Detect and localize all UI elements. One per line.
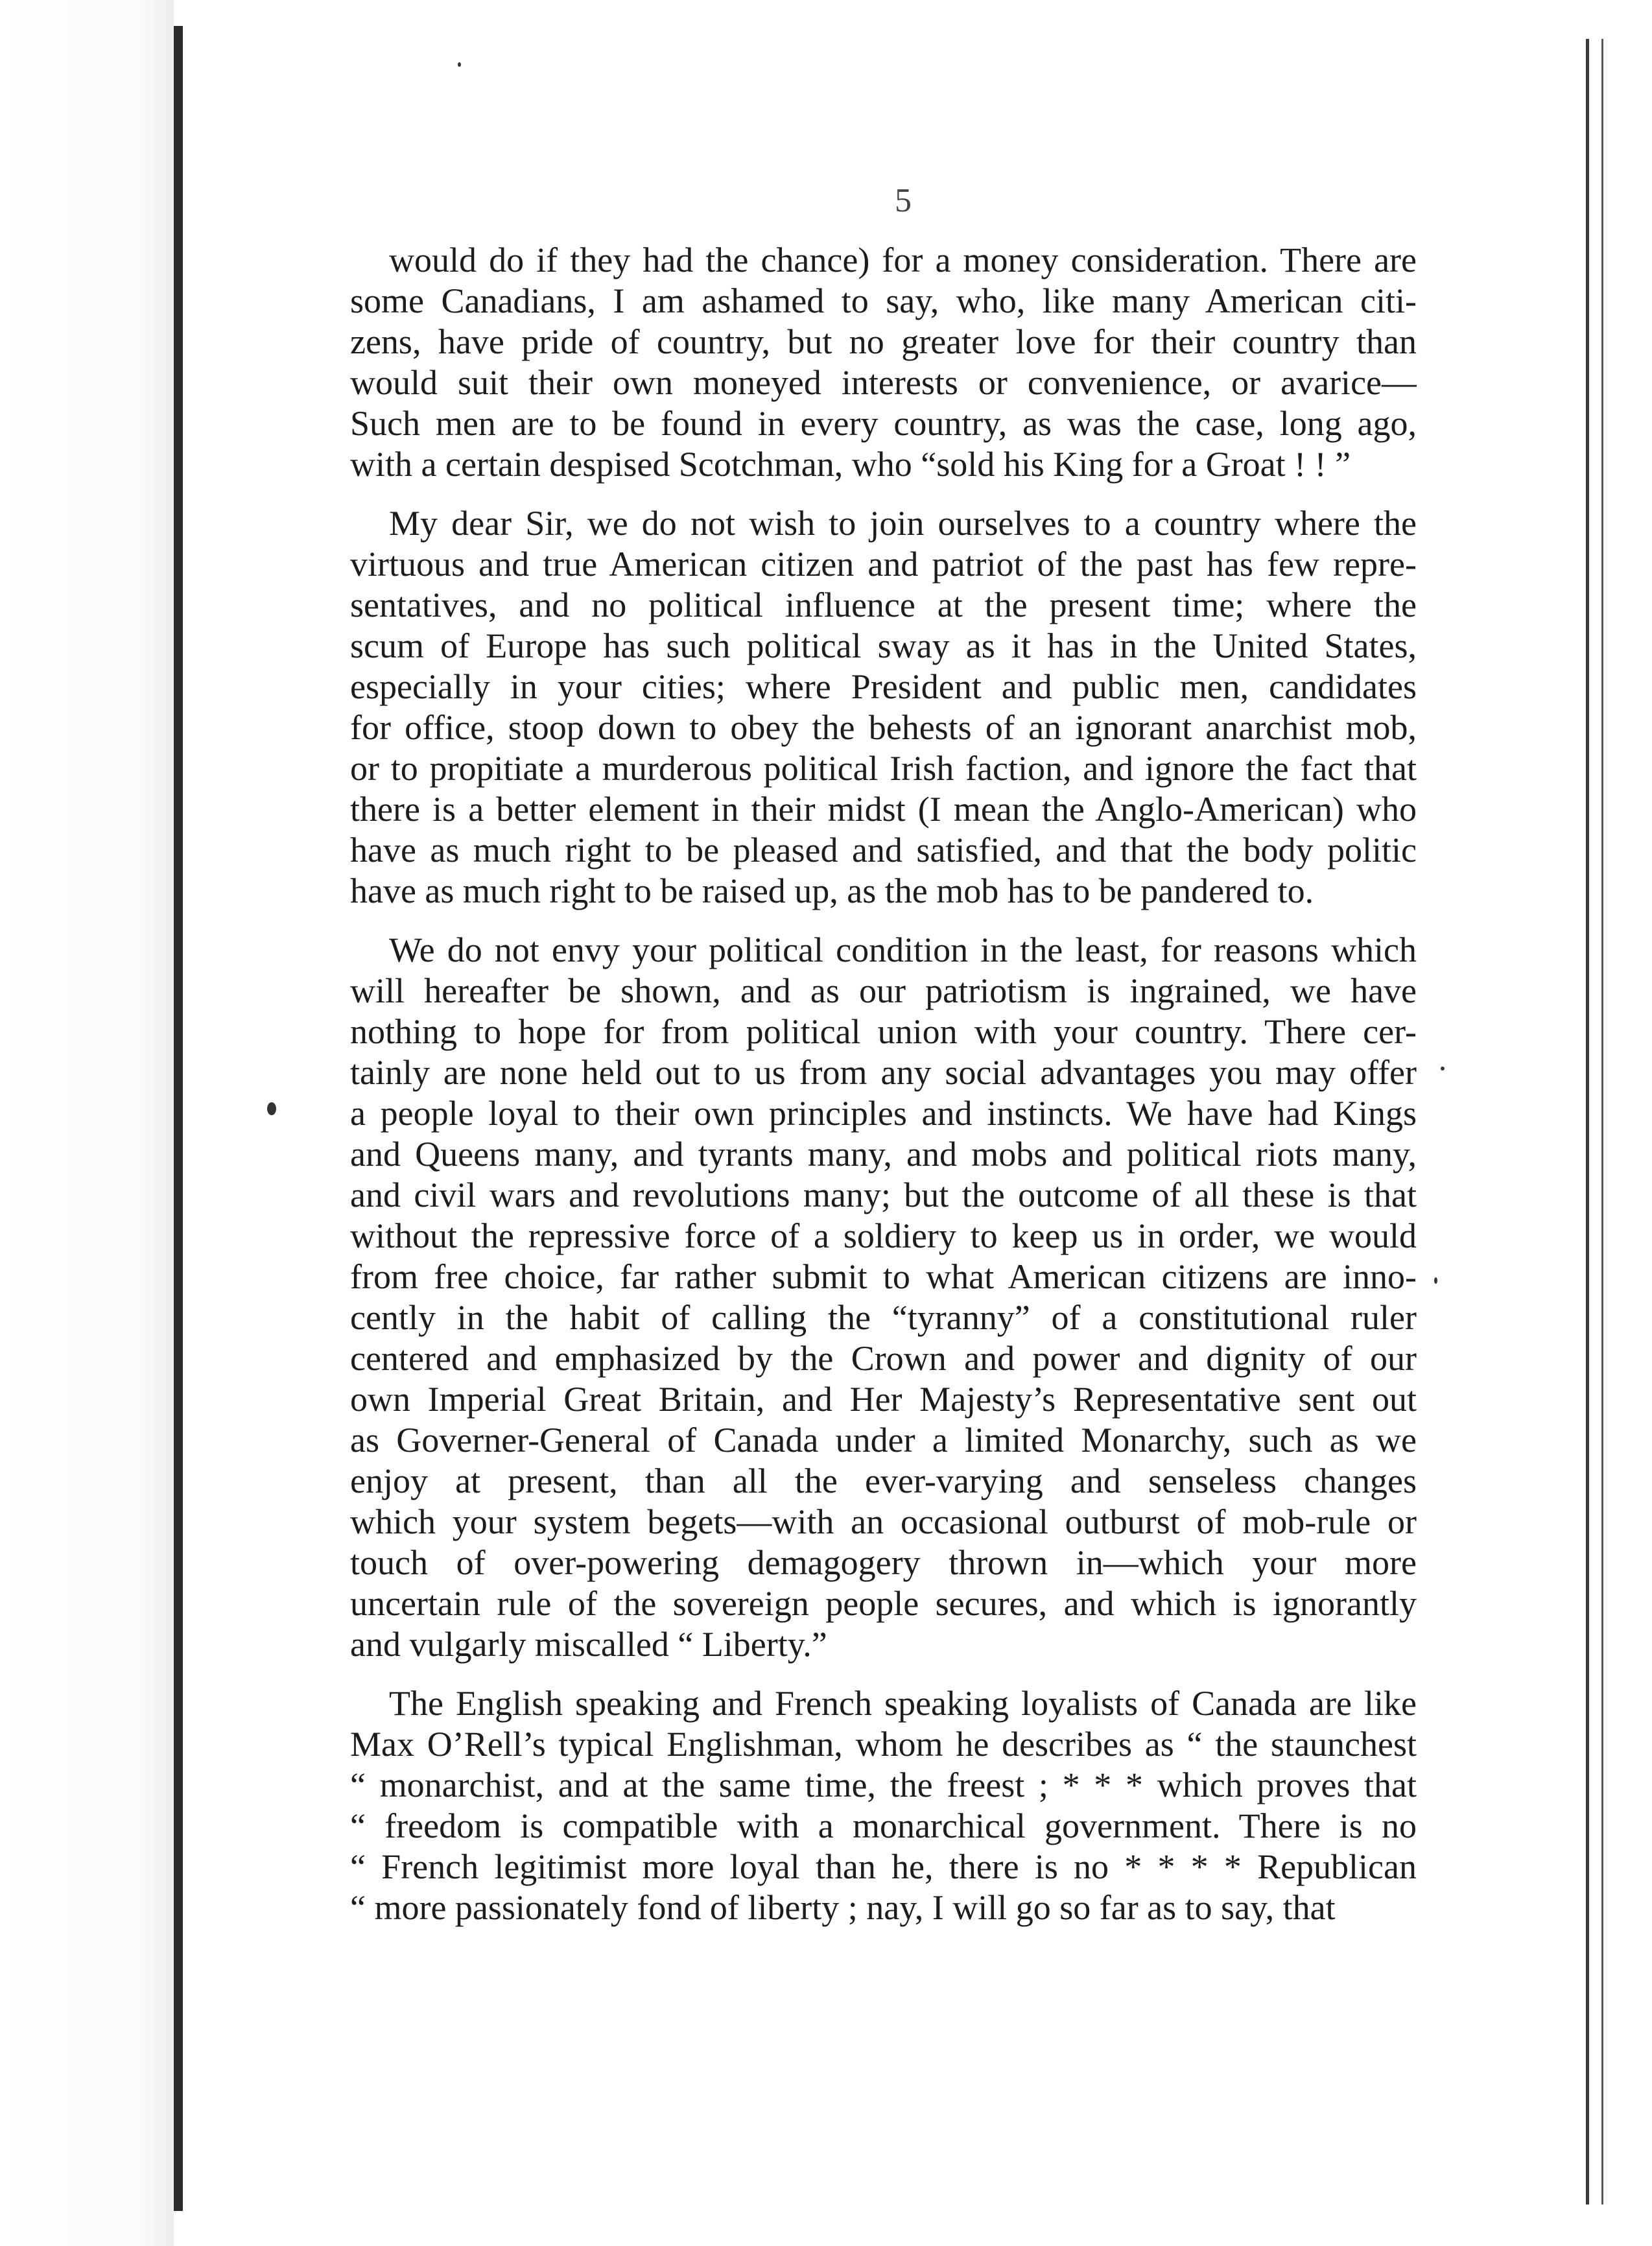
text-line: sentatives, and no political influence at the present time; where the (350, 585, 1417, 624)
text-line: a people loyal to their own principles and instincts. We have had Kings (350, 1094, 1417, 1133)
text-line: centered and emphasized by the Crown and power and dignity of our (350, 1339, 1417, 1378)
text-line: as Governer-General of Canada under a limited Monarchy, such as we (350, 1421, 1417, 1460)
text-line: for office, stoop down to obey the behests of an ignorant anarchist mob, (350, 708, 1417, 747)
right-page-edge-outer (1601, 39, 1603, 2205)
text-line: will hereafter be shown, and as our patriotism is ingrained, we have (350, 971, 1417, 1010)
page-number: 5 (895, 182, 912, 219)
text-line: tainly are none held out to us from any social advantages you may offer (350, 1053, 1417, 1092)
paragraph (350, 503, 1417, 912)
text-line: nothing to hope for from political union with your country. There cer- (350, 1012, 1417, 1051)
text-line: or to propitiate a murderous political Irish faction, and ignore the fact that (350, 749, 1417, 788)
text-line: touch of over-powering demagogery thrown in—which your more (350, 1543, 1417, 1582)
text-line: The English speaking and French speaking loyalists of Canada are like (389, 1684, 1417, 1723)
text-line: would suit their own moneyed interests or convenience, or avarice— (350, 363, 1417, 402)
text-line: “ monarchist, and at the same time, the freest ; * * * which proves that (350, 1766, 1417, 1804)
text-line: have as much right to be raised up, as the mob has to be pandered to. (350, 871, 1314, 910)
ink-speck (1434, 1277, 1437, 1284)
text-line: uncertain rule of the sovereign people secures, and which is ignorantly (350, 1584, 1417, 1623)
text-line: would do if they had the chance) for a money consideration. There are (389, 241, 1417, 279)
text-line: “ more passionately fond of liberty ; nay, I will go so far as to say, that (350, 1888, 1336, 1927)
text-line: especially in your cities; where President and public men, candidates (350, 667, 1417, 706)
text-line: which your system begets—with an occasional outburst of mob-rule or (350, 1502, 1417, 1541)
text-line: cently in the habit of calling the “tyranny” of a constitutional ruler (350, 1298, 1417, 1337)
text-line: Max O’Rell’s typical Englishman, whom he describes as “ the staunchest (350, 1725, 1417, 1764)
text-line: without the repressive force of a soldiery to keep us in order, we would (350, 1216, 1417, 1255)
text-line: there is a better element in their midst (I mean the Anglo-American) who (350, 790, 1417, 829)
ink-speck (267, 1102, 276, 1115)
text-line: have as much right to be pleased and satisfied, and that the body politic (350, 831, 1417, 869)
text-line: and civil wars and revolutions many; but the outcome of all these is that (350, 1176, 1417, 1214)
paragraph (350, 930, 1417, 1665)
ink-speck (458, 62, 461, 67)
text-line: My dear Sir, we do not wish to join ourselves to a country where the (389, 504, 1417, 543)
paragraph-gap (350, 485, 1417, 503)
binding-edge (174, 26, 183, 2211)
paragraph (350, 1683, 1417, 1928)
text-line: and Queens many, and tyrants many, and mobs and political riots many, (350, 1135, 1417, 1174)
text-line: from free choice, far rather submit to what American citizens are inno- (350, 1257, 1417, 1296)
text-line: virtuous and true American citizen and patriot of the past has few repre- (350, 545, 1417, 584)
ink-speck (1441, 1067, 1445, 1070)
text-line: We do not envy your political condition in the least, for reasons which (389, 930, 1417, 969)
text-line: with a certain despised Scotchman, who “sold his King for a Groat ! ! ” (350, 445, 1351, 484)
text-line: and vulgarly miscalled “ Liberty.” (350, 1625, 827, 1664)
text-line: zens, have pride of country, but no greater love for their country than (350, 322, 1417, 361)
paragraph-gap (350, 1665, 1417, 1683)
text-line: some Canadians, I am ashamed to say, who, like many American citi- (350, 281, 1417, 320)
text-line: Such men are to be found in every country, as was the case, long ago, (350, 404, 1417, 443)
right-page-edge (1586, 39, 1589, 2205)
left-page-margin (0, 0, 174, 2246)
text-line: scum of Europe has such political sway as it has in the United States, (350, 626, 1417, 665)
text-line: “ French legitimist more loyal than he, there is no * * * * Republican (350, 1847, 1417, 1886)
body-text (350, 240, 1417, 1928)
paragraph-gap (350, 912, 1417, 930)
text-line: own Imperial Great Britain, and Her Majesty’s Representative sent out (350, 1380, 1417, 1419)
text-line: enjoy at present, than all the ever-varying and senseless changes (350, 1461, 1417, 1500)
text-line: “ freedom is compatible with a monarchical government. There is no (350, 1806, 1417, 1845)
paragraph (350, 240, 1417, 485)
